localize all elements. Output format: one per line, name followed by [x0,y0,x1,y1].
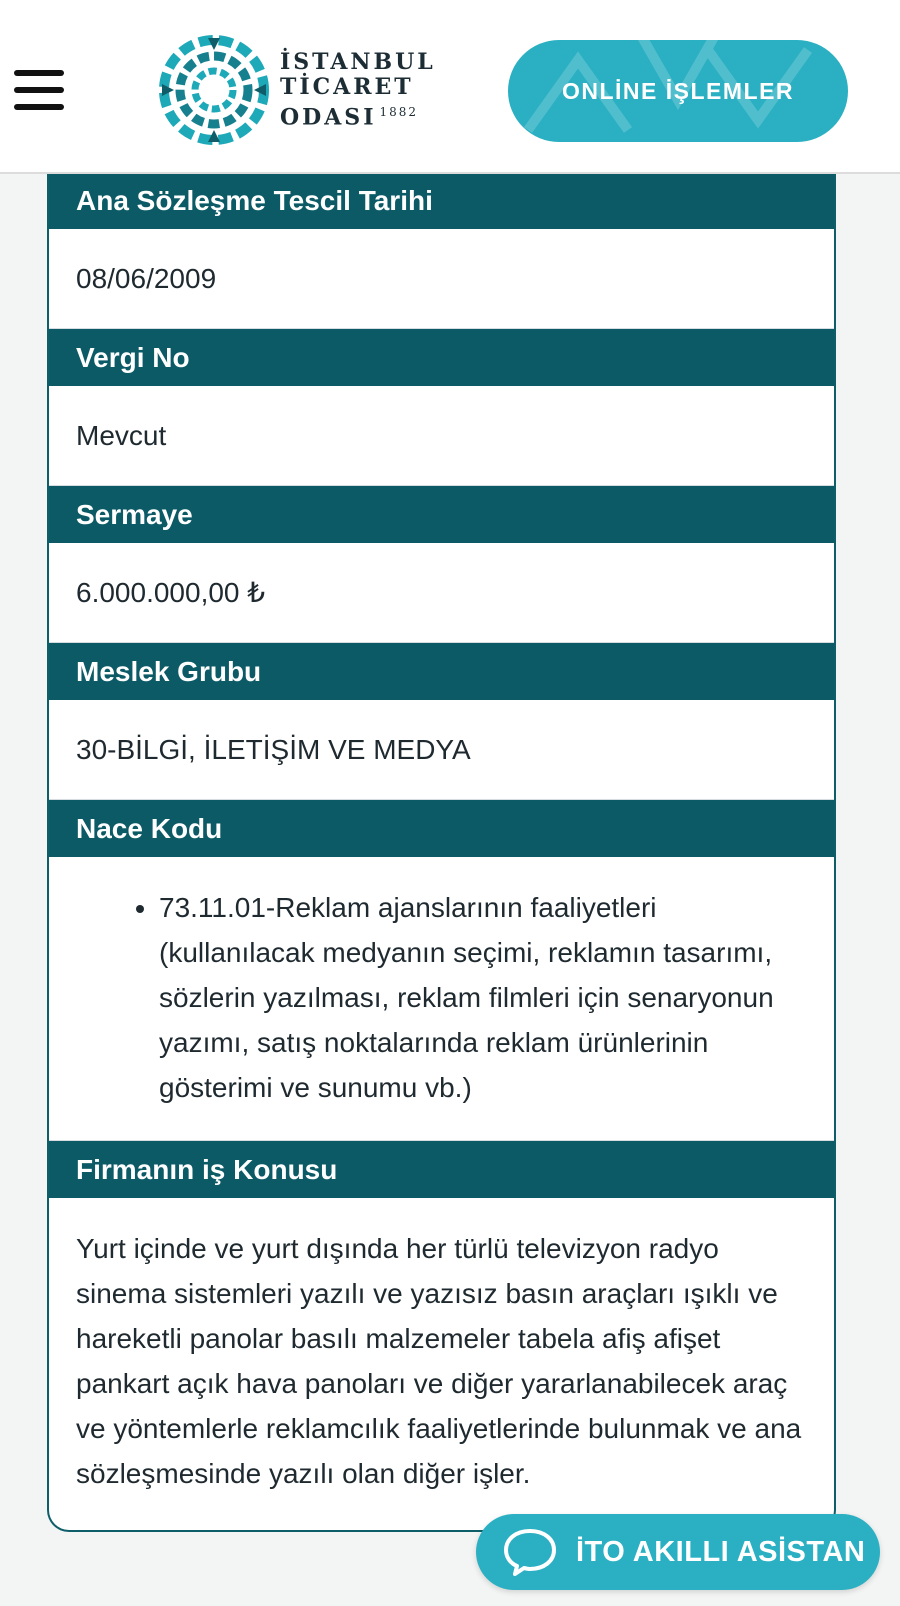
ito-emblem-icon [158,34,270,146]
meslek-grubu-header: Meslek Grubu [49,643,834,700]
ito-akilli-asistan-button[interactable] [476,1514,880,1590]
top-header [0,0,900,174]
logo-line: TİCARET [280,73,414,100]
online-islemler-label: ONLİNE İŞLEMLER [561,77,795,104]
logo-line: ODASI $^{1882}$ [280,104,419,131]
is-konusu-value: Yurt içinde ve yurt dışında her türlü televizyon radyo sinema sistemleri yazılı ve yazısız basın araçları ışıklı ve hareketli panolar basılı malzemeler tabela afiş afişet pankart açık hava panoları ve diğer yararlanabilecek araç ve yöntemlerle reklamcılık faaliyetlerinde bulunmak ve ana sözleşmesinde yazılı olan diğer işler. [76,1233,802,1489]
vergi-no-header: Vergi No [49,329,834,386]
tescil-tarihi-header: Ana Sözleşme Tescil Tarihi [49,172,834,229]
tescil-tarihi-value: 08/06/2009 [49,229,834,329]
ito-logo[interactable] [158,34,436,146]
menu-bar [14,70,64,76]
sermaye-value: 6.000.000,00 ₺ [49,543,834,643]
sermaye-header: Sermaye [49,486,834,543]
menu-icon[interactable] [14,70,64,110]
menu-bar [14,104,64,110]
logo-line: İSTANBUL [280,48,436,75]
nace-kodu-list [49,857,834,1141]
chat-bubble-icon [502,1527,558,1577]
vergi-no-value: Mevcut [49,386,834,486]
nace-kodu-header: Nace Kodu [49,800,834,857]
is-konusu-header: Firmanın iş Konusu [49,1141,834,1198]
menu-bar [14,87,64,93]
logo-year: 1882 [379,104,419,119]
asistan-label: İTO AKILLI ASİSTAN [576,1535,866,1568]
company-details-card [47,172,836,1532]
online-islemler-button[interactable] [508,40,848,142]
meslek-grubu-value: 30-BİLGİ, İLETİŞİM VE MEDYA [49,700,834,800]
nace-kodu-item: • 73.11.01-Reklam ajanslarının faaliyetleri (kullanılacak medyanın seçimi, reklamın tasarımı, sözlerin yazılması, reklam filmleri için senaryonun yazımı, satış noktalarında reklam ürünlerinin gösterimi ve sunumu vb.) [159,885,807,1110]
logo-wordmark [280,50,436,130]
